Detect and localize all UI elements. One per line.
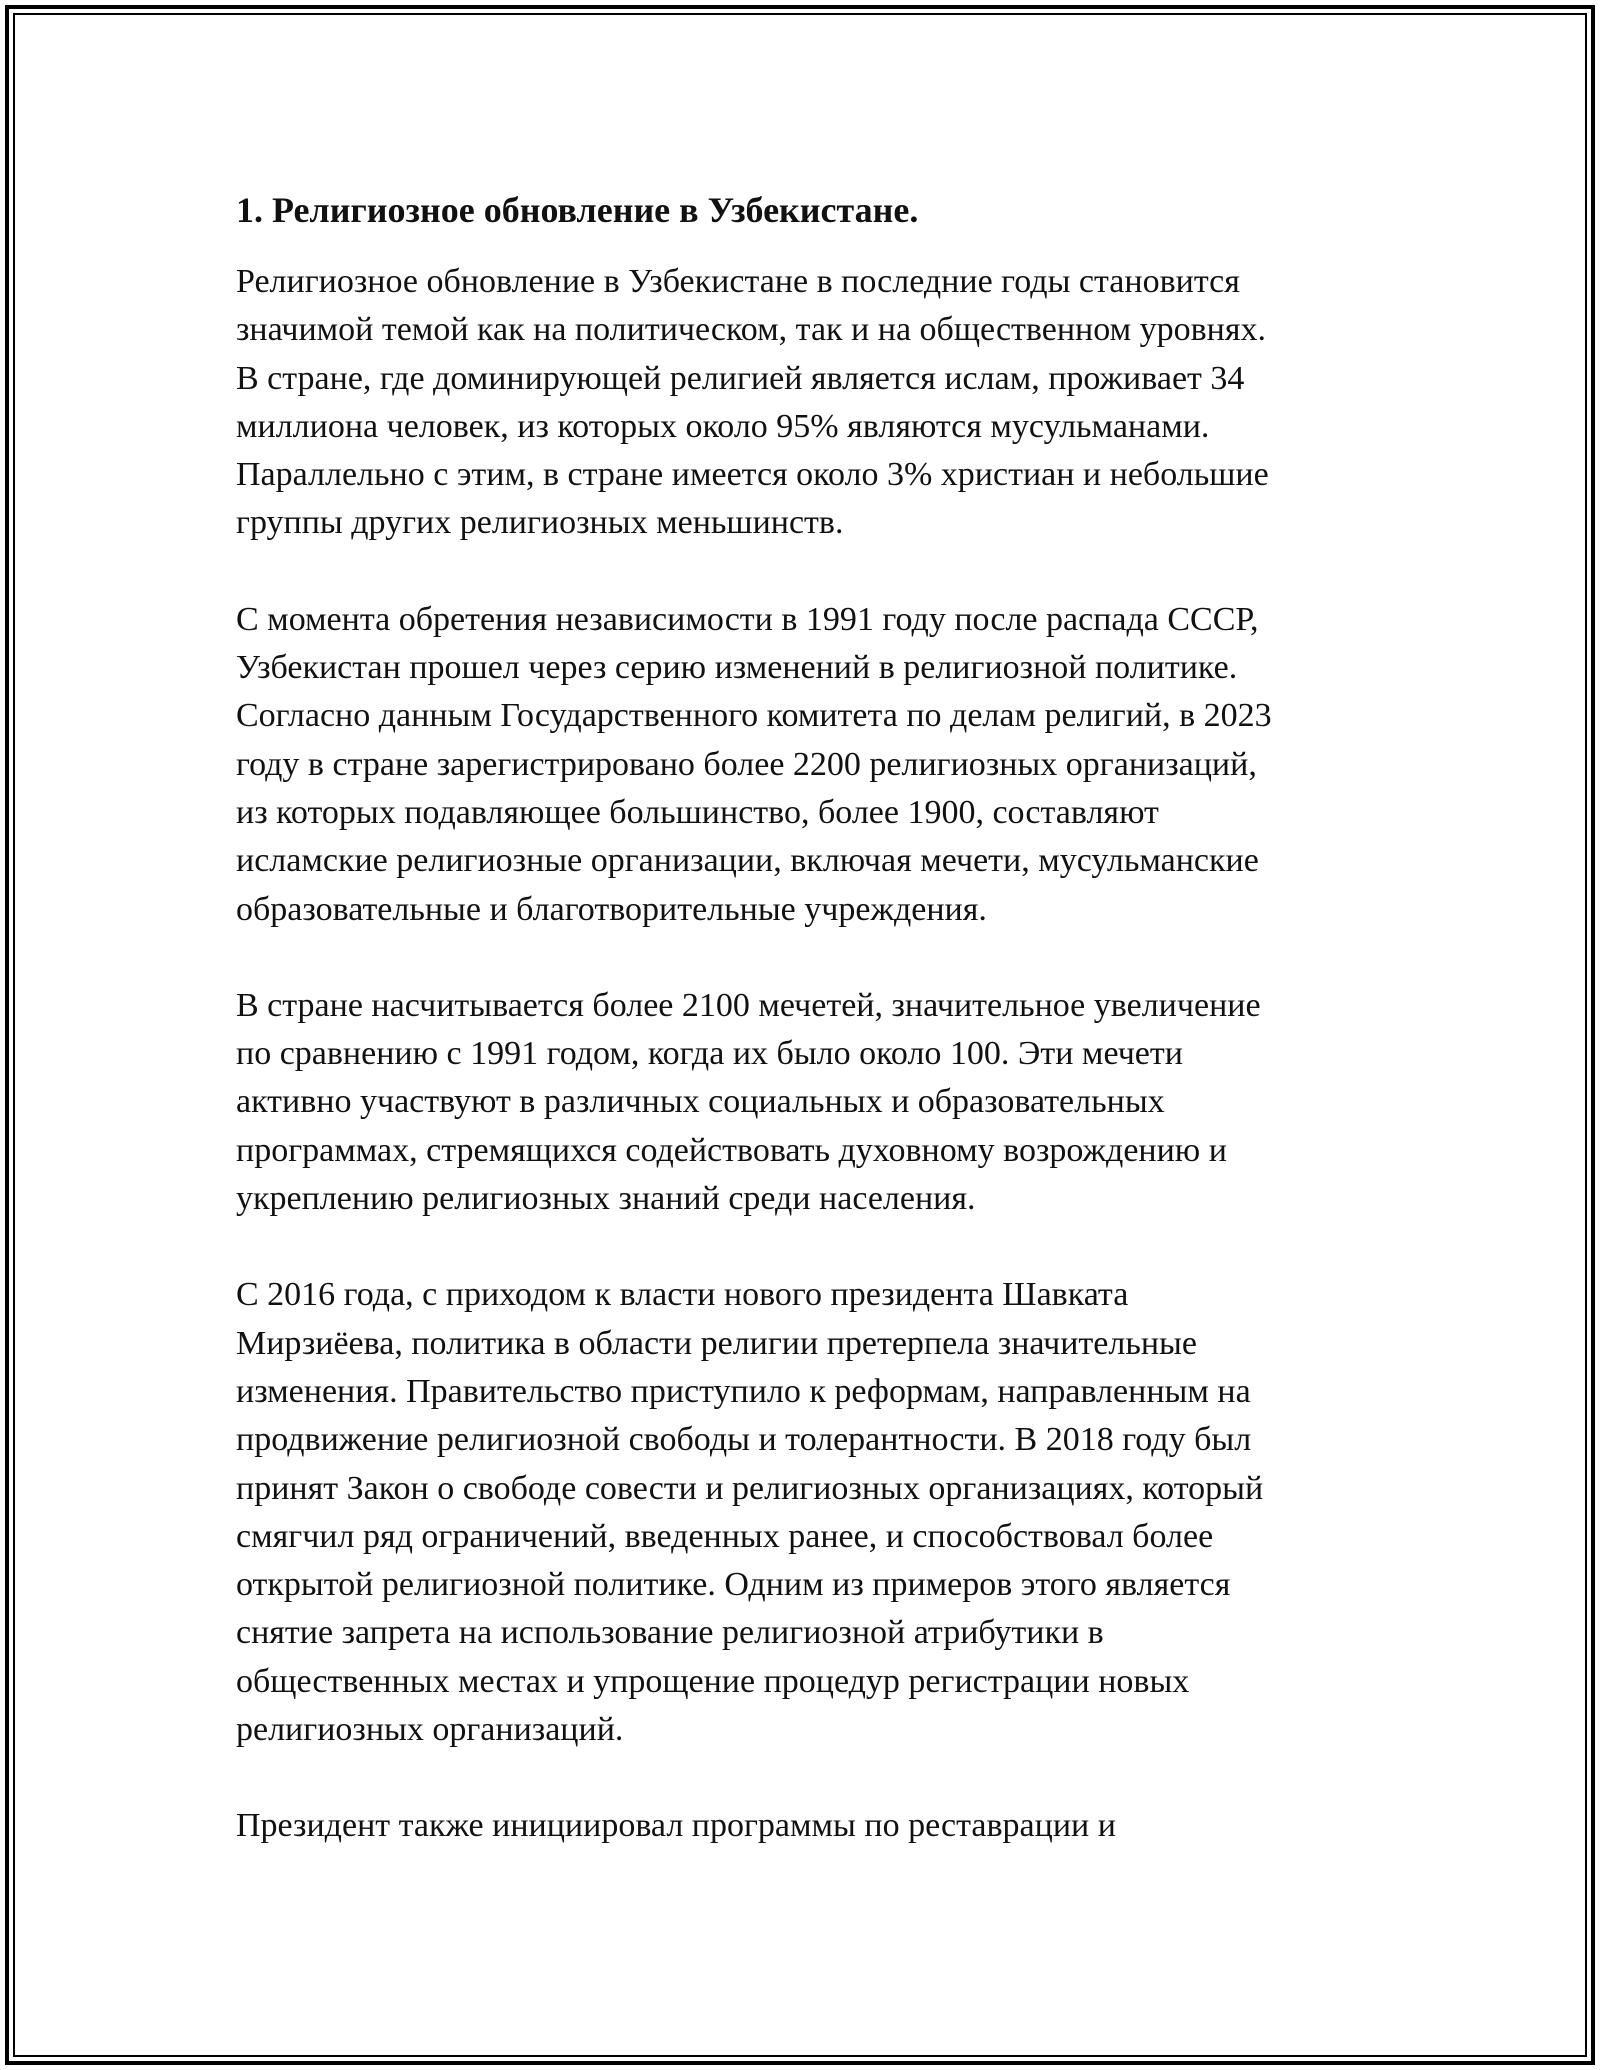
text-line: Согласно данным Государственного комитета по делам религий, в 2023 [236,697,1272,735]
document-body [236,186,1366,1899]
text-line: религиозных организаций. [236,1711,624,1749]
text-line: году в стране зарегистрировано более 2200 религиозных организаций, [236,745,1257,783]
text-line: открытой религиозной политике. Одним из примеров этого является [236,1566,1231,1604]
text-line: принят Закон о свободе совести и религиозных организациях, который [236,1469,1264,1507]
paragraph-2 [236,596,1366,934]
paragraph-5 [236,1802,1366,1850]
paragraph-3 [236,982,1366,1223]
text-line: исламские религиозные организации, включая мечети, мусульманские [236,842,1259,880]
text-line: Президент также инициировал программы по реставрации и [236,1807,1116,1845]
text-line: Параллельно с этим, в стране имеется около 3% христиан и небольшие [236,456,1269,494]
paragraph-4 [236,1271,1366,1754]
text-line: снятие запрета на использование религиозной атрибутики в [236,1614,1104,1652]
text-line: В стране, где доминирующей религией является ислам, проживает 34 [236,359,1245,397]
text-line: образовательные и благотворительные учреждения. [236,890,987,928]
text-line: из которых подавляющее большинство, более 1900, составляют [236,793,1159,831]
text-line: значимой темой как на политическом, так и на общественном уровнях. [236,311,1266,349]
text-line: С 2016 года, с приходом к власти нового президента Шавката [236,1276,1129,1314]
text-line: продвижение религиозной свободы и толерантности. В 2018 году был [236,1421,1252,1459]
text-line: С момента обретения независимости в 1991 году после распада СССР, [236,600,1259,638]
section-heading: 1. Религиозное обновление в Узбекистане. [236,190,919,230]
text-line: Религиозное обновление в Узбекистане в последние годы становится [236,263,1240,300]
paragraph-1 [236,258,1366,548]
text-line: миллиона человек, из которых около 95% являются мусульманами. [236,407,1210,445]
text-line: укреплению религиозных знаний среди населения. [236,1180,976,1218]
text-line: общественных местах и упрощение процедур регистрации новых [236,1662,1190,1700]
text-line: по сравнению с 1991 годом, когда их было около 100. Эти мечети [236,1035,1183,1073]
text-line: Узбекистан прошел через серию изменений в религиозной политике. [236,649,1238,687]
text-line: группы других религиозных меньшинств. [236,504,844,542]
text-line: активно участвуют в различных социальных и образовательных [236,1083,1165,1121]
text-line: Мирзиёева, политика в области религии претерпела значительные [236,1324,1197,1362]
text-line: изменения. Правительство приступило к реформам, направленным на [236,1372,1251,1410]
text-line: программах, стремящихся содействовать духовному возрождению и [236,1131,1227,1169]
text-line: В стране насчитывается более 2100 мечетей, значительное увеличение [236,986,1261,1024]
text-line: смягчил ряд ограничений, введенных ранее, и способствовал более [236,1517,1214,1555]
